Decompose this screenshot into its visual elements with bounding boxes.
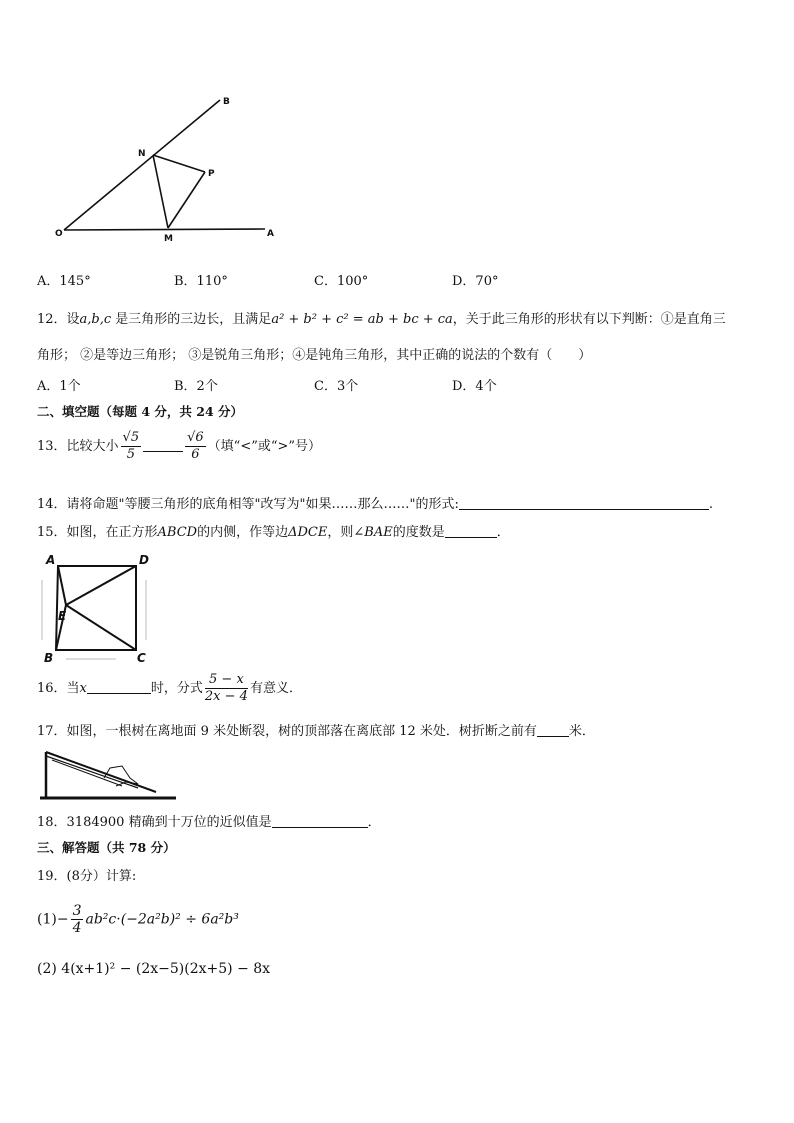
q15-mid: 的内侧，作等边: [197, 525, 289, 540]
q14-answer-blank[interactable]: [459, 495, 709, 510]
q15-mid2: ，则: [327, 525, 354, 540]
q18-answer-blank[interactable]: [272, 813, 368, 828]
q13-frac1-numerator: √5: [122, 430, 140, 445]
q11-option-a[interactable]: A．145°: [37, 274, 91, 289]
q12-option-b[interactable]: B．2个: [174, 379, 218, 394]
label-e: E: [58, 609, 67, 623]
label-a: A: [267, 229, 274, 239]
q16-mid: 时，分式: [150, 681, 203, 696]
fallen-branch: [52, 760, 122, 786]
q18-end: ．: [367, 815, 381, 830]
q13: [37, 430, 321, 463]
q19-part1-expression: ab²c·(−2a²b)² ÷ 6a²b³: [85, 911, 239, 928]
label-o: O: [55, 229, 63, 239]
segment-ae: [58, 566, 66, 605]
q16-denominator: 2x − 4: [204, 689, 248, 704]
q19-title: 19．(8分）计算:: [37, 869, 137, 884]
q14-end: .: [708, 497, 713, 512]
q16-answer-blank[interactable]: [87, 679, 151, 694]
q13-frac2-numerator: √6: [187, 430, 204, 445]
q12-suffix: ，关于此三角形的形状有以下判断：①是直角三: [452, 312, 726, 327]
section-solve-heading: 三、解答题（共 78 分）: [37, 840, 176, 855]
q13-answer-blank[interactable]: [143, 437, 183, 452]
q15-suffix: 的度数是: [392, 525, 445, 540]
segment-nm: [153, 155, 168, 228]
label-p: P: [208, 169, 215, 179]
section-fill-in-heading: 二、填空题（每题 4 分，共 24 分）: [37, 404, 244, 419]
q15-answer-blank[interactable]: [445, 523, 497, 538]
angle-figure: [50, 90, 290, 250]
segment-pm: [168, 172, 205, 228]
ray-oa: [64, 229, 265, 230]
q11-option-b[interactable]: B．110°: [174, 274, 228, 289]
q14-text: 14．请将命题"等腰三角形的底角相等"改写为"如果……那么……"的形式:: [37, 497, 459, 512]
q16-fraction: [205, 672, 248, 705]
q19-part1: [37, 903, 239, 936]
q12-line2: 角形； ②是等边三角形； ③是锐角三角形；④是钝角三角形，其中正确的说法的个数有（ ）: [37, 348, 592, 363]
ray-ob: [64, 100, 220, 230]
q15-end: ．: [496, 525, 510, 540]
q15: [37, 521, 510, 540]
q17-suffix: 米．: [568, 724, 595, 739]
q15-bae: ∠BAE: [353, 525, 393, 540]
q13-frac1-denominator: 5: [126, 447, 135, 462]
q13-frac2-denominator: 6: [191, 447, 200, 462]
q12-option-d[interactable]: D．4个: [452, 379, 497, 394]
q17: [37, 720, 595, 739]
segment-de: [66, 566, 136, 605]
q19-part1-denominator: 4: [72, 920, 82, 936]
q17-text: 17．如图，一根树在离地面 9 米处断裂，树的顶部落在离底部 12 米处．树折断之前有: [37, 724, 537, 739]
q18: [37, 811, 381, 830]
q13-fraction-2: [185, 430, 206, 463]
q12-equation: a² + b² + c² = ab + bc + ca: [271, 312, 453, 327]
fallen-top: [46, 752, 156, 792]
label-b: B: [223, 97, 230, 107]
q15-dce: ΔDCE: [288, 525, 328, 540]
q12-option-c[interactable]: C．3个: [314, 379, 359, 394]
segment-ec: [66, 605, 136, 650]
square-figure: [36, 550, 166, 665]
q13-fraction-1: [121, 430, 142, 463]
label-c: C: [137, 651, 146, 665]
label-d: D: [139, 553, 149, 567]
q11-option-c[interactable]: C．100°: [314, 274, 369, 289]
segment-np: [153, 155, 205, 172]
q12-line1: [37, 308, 726, 327]
label-a: A: [46, 553, 56, 567]
q16-var: x: [79, 681, 87, 696]
q19-part1-numerator: 3: [72, 903, 82, 919]
label-b: B: [44, 651, 54, 665]
q12-vars: a,b,c: [79, 312, 112, 327]
q12-prefix: 12．设: [37, 312, 80, 327]
q16-suffix: 有意义．: [249, 681, 302, 696]
q16-numerator: 5 − x: [205, 672, 248, 689]
label-n: N: [138, 149, 146, 159]
label-m: M: [164, 234, 173, 244]
q16: [37, 672, 302, 705]
q17-answer-blank[interactable]: [537, 722, 569, 737]
q12-mid: 是三角形的三边长，且满足: [111, 312, 272, 327]
q15-abcd: ABCD: [157, 525, 198, 540]
q16-prefix: 16．当: [37, 681, 80, 696]
q19-part1-fraction: [71, 903, 84, 936]
q19-part2: (2) 4(x+1)² − (2x−5)(2x+5) − 8x: [37, 961, 271, 977]
square-abcd: [56, 566, 136, 650]
q18-text: 18．3184900 精确到十万位的近似值是: [37, 815, 272, 830]
q11-option-d[interactable]: D．70°: [452, 274, 499, 289]
q12-option-a[interactable]: A．1个: [37, 379, 81, 394]
broken-tree-figure: [38, 742, 178, 802]
q14: [37, 493, 713, 512]
q13-prefix: 13．比较大小: [37, 439, 119, 454]
q13-suffix: （填“<”或“>”号）: [207, 439, 322, 454]
q15-prefix: 15．如图，在正方形: [37, 525, 158, 540]
q19-part1-label: (1)−: [37, 911, 69, 928]
